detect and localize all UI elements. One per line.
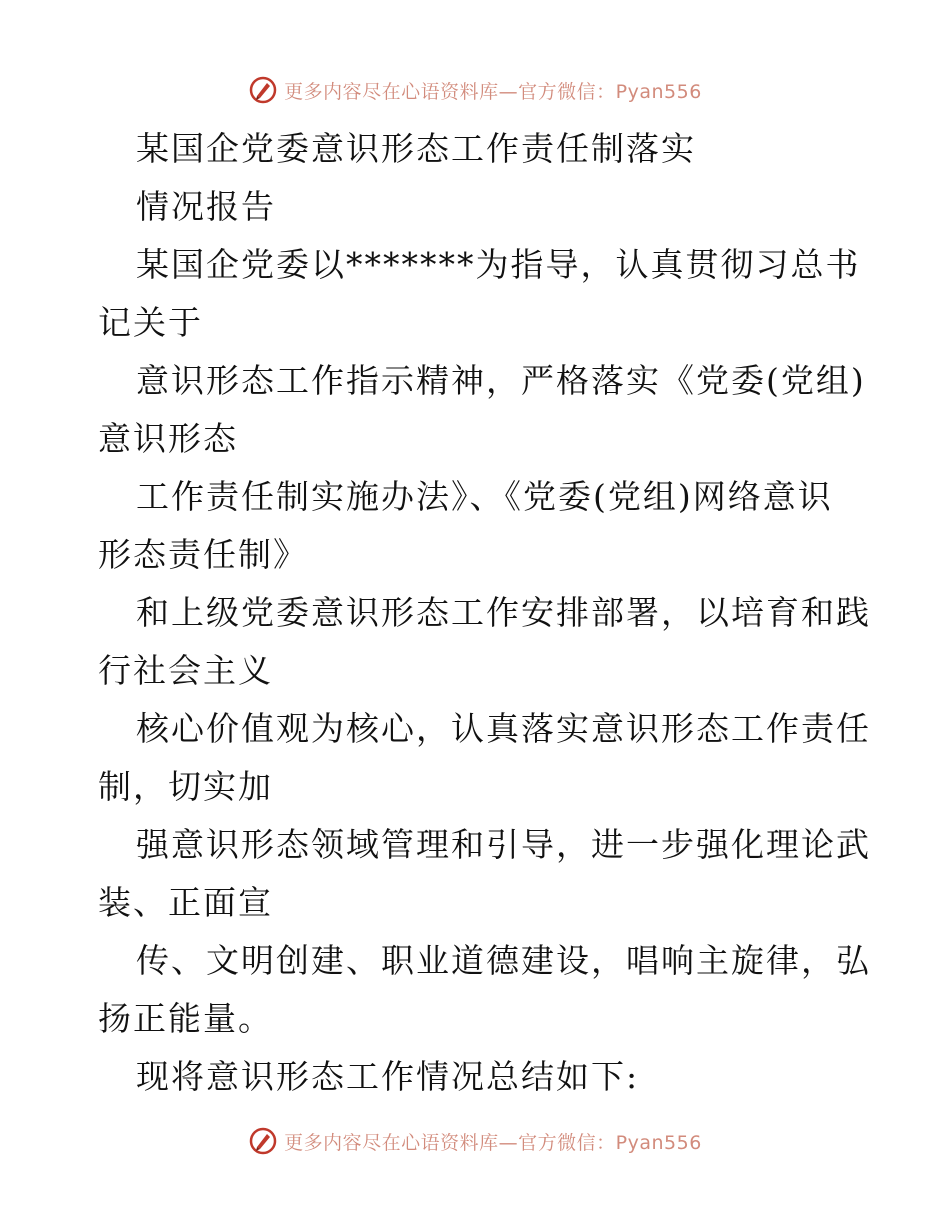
pen-circle-logo-icon [248,75,278,105]
watermark-text: 更多内容尽在心语资料库—官方微信：Pyan556 [284,1131,702,1154]
text-line: 工作责任制实施办法》、《党委(党组)网络意识 [136,477,833,516]
text-line: 扬正能量。 [98,999,273,1038]
text-line: 装、正面宣 [98,883,273,922]
text-line: 制，切实加 [98,767,273,806]
text-line: 意识形态工作指示精神，严格落实《党委(党组) [136,361,866,400]
text-line: 意识形态 [98,419,238,458]
text-line: 行社会主义 [98,651,273,690]
pen-circle-logo-icon [248,1126,278,1156]
text-line: 传、文明创建、职业道德建设，唱响主旋律，弘 [136,941,871,980]
text-line: 核心价值观为核心，认真落实意识形态工作责任 [136,709,871,748]
watermark-text: 更多内容尽在心语资料库—官方微信：Pyan556 [284,80,702,103]
text-line: 和上级党委意识形态工作安排部署，以培育和践 [136,593,871,632]
watermark-footer [0,1121,950,1161]
text-line: 某国企党委以*******为指导，认真贯彻习总书 [136,245,861,284]
text-line: 情况报告 [136,187,276,226]
text-line: 某国企党委意识形态工作责任制落实 [136,129,696,168]
text-line: 现将意识形态工作情况总结如下: [136,1057,640,1096]
text-line: 强意识形态领域管理和引导，进一步强化理论武 [136,825,871,864]
watermark-header [0,70,950,110]
text-line: 记关于 [98,303,203,342]
document-body [98,120,871,1106]
text-line: 形态责任制》 [98,535,308,574]
